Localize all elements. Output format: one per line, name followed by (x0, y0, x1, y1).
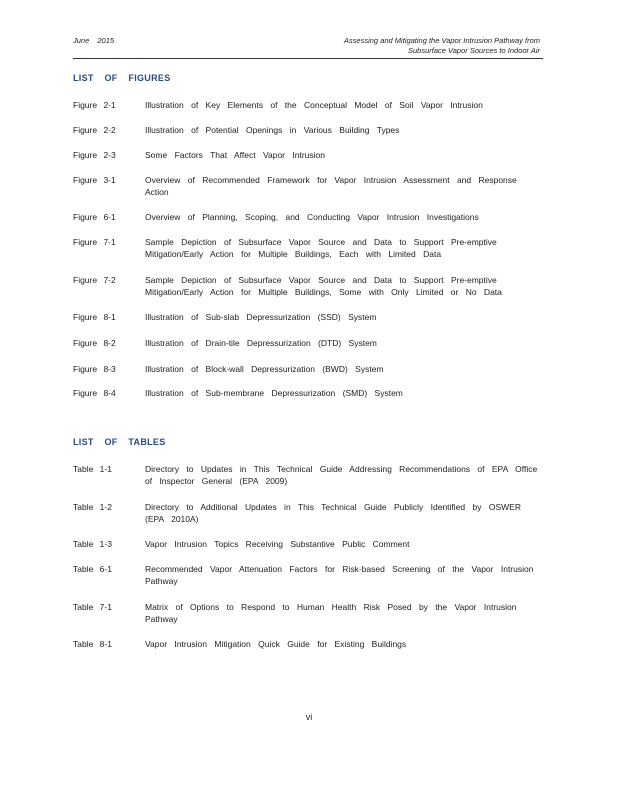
figure-entry-8-3[interactable] (73, 363, 543, 375)
figure-entry-6-1[interactable] (73, 211, 543, 223)
table-caption: Directory to Updates in This Technical Guide Addressing Recommendations of EPA Office of Inspector General (EPA 2009) (145, 464, 538, 486)
figure-entry-8-2[interactable] (73, 337, 543, 349)
table-entry-7-1[interactable] (73, 601, 543, 625)
figure-label: Figure 8-4 (73, 388, 116, 398)
table-entry-1-1[interactable] (73, 463, 543, 487)
figure-caption: Overview of Planning, Scoping, and Conducting Vapor Intrusion Investigations (145, 212, 479, 222)
table-label: Table 7-1 (73, 602, 112, 612)
figure-entry-2-2[interactable] (73, 124, 543, 136)
figure-label: Figure 8-3 (73, 364, 116, 374)
table-entry-8-1[interactable] (73, 638, 543, 650)
figure-caption: Illustration of Block-wall Depressurization (BWD) System (145, 364, 384, 374)
table-label: Table 1-2 (73, 502, 112, 512)
figure-caption: Illustration of Key Elements of the Conceptual Model of Soil Vapor Intrusion (145, 100, 483, 110)
table-entry-1-2[interactable] (73, 501, 543, 525)
figure-entry-8-4[interactable] (73, 387, 543, 399)
page-number: vi (305, 712, 313, 722)
figure-entry-7-1[interactable] (73, 236, 543, 260)
figure-entry-7-2[interactable] (73, 274, 543, 298)
table-entry-6-1[interactable] (73, 563, 543, 587)
figure-label: Figure 7-2 (73, 275, 116, 285)
figure-label: Figure 2-1 (73, 100, 116, 110)
figure-label: Figure 6-1 (73, 212, 116, 222)
list-of-figures-title: LIST OF FIGURES (73, 73, 171, 83)
figure-label: Figure 2-3 (73, 150, 116, 160)
list-of-tables-title: LIST OF TABLES (73, 437, 166, 447)
figure-caption: Sample Depiction of Subsurface Vapor Source and Data to Support Pre-emptive Mitigation/Early Action for Multiple Buildings, Some with Only Limited or No Data (145, 275, 502, 297)
table-caption: Vapor Intrusion Mitigation Quick Guide for Existing Buildings (145, 639, 407, 649)
table-label: Table 6-1 (73, 564, 112, 574)
table-caption: Recommended Vapor Attenuation Factors for Risk-based Screening of the Vapor Intrusion Pathway (145, 564, 534, 586)
table-label: Table 1-1 (73, 464, 112, 474)
figure-caption: Some Factors That Affect Vapor Intrusion (145, 150, 325, 160)
figure-caption: Illustration of Sub-slab Depressurization (SSD) System (145, 312, 377, 322)
table-label: Table 1-3 (73, 539, 112, 549)
table-caption: Matrix of Options to Respond to Human Health Risk Posed by the Vapor Intrusion Pathway (145, 602, 517, 624)
figure-label: Figure 7-1 (73, 237, 116, 247)
header-document-title (280, 36, 540, 56)
table-entry-1-3[interactable] (73, 538, 543, 550)
figure-label: Figure 8-1 (73, 312, 116, 322)
figure-label: Figure 3-1 (73, 175, 116, 185)
figure-caption: Illustration of Potential Openings in Various Building Types (145, 125, 400, 135)
figure-entry-3-1[interactable] (73, 174, 543, 198)
header-rule (73, 58, 543, 59)
figure-caption: Illustration of Drain-tile Depressurization (DTD) System (145, 338, 377, 348)
figure-entry-2-1[interactable] (73, 99, 543, 111)
figure-caption: Sample Depiction of Subsurface Vapor Source and Data to Support Pre-emptive Mitigation/Early Action for Multiple Buildings, Each with Limited Data (145, 237, 497, 259)
header-date: June 2015 (73, 36, 115, 45)
figure-caption: Overview of Recommended Framework for Vapor Intrusion Assessment and Response Action (145, 175, 517, 197)
figure-label: Figure 8-2 (73, 338, 116, 348)
figure-entry-2-3[interactable] (73, 149, 543, 161)
table-label: Table 8-1 (73, 639, 112, 649)
figure-caption: Illustration of Sub-membrane Depressurization (SMD) System (145, 388, 403, 398)
header-title-line-2: Subsurface Vapor Sources to Indoor Air (407, 46, 540, 55)
figure-label: Figure 2-2 (73, 125, 116, 135)
table-caption: Vapor Intrusion Topics Receiving Substantive Public Comment (145, 539, 410, 549)
table-caption: Directory to Additional Updates in This Technical Guide Publicly Identified by OSWER (EPA 2010A) (145, 502, 521, 524)
header-title-line-1: Assessing and Mitigating the Vapor Intrusion Pathway from (343, 36, 540, 45)
figure-entry-8-1[interactable] (73, 311, 543, 323)
